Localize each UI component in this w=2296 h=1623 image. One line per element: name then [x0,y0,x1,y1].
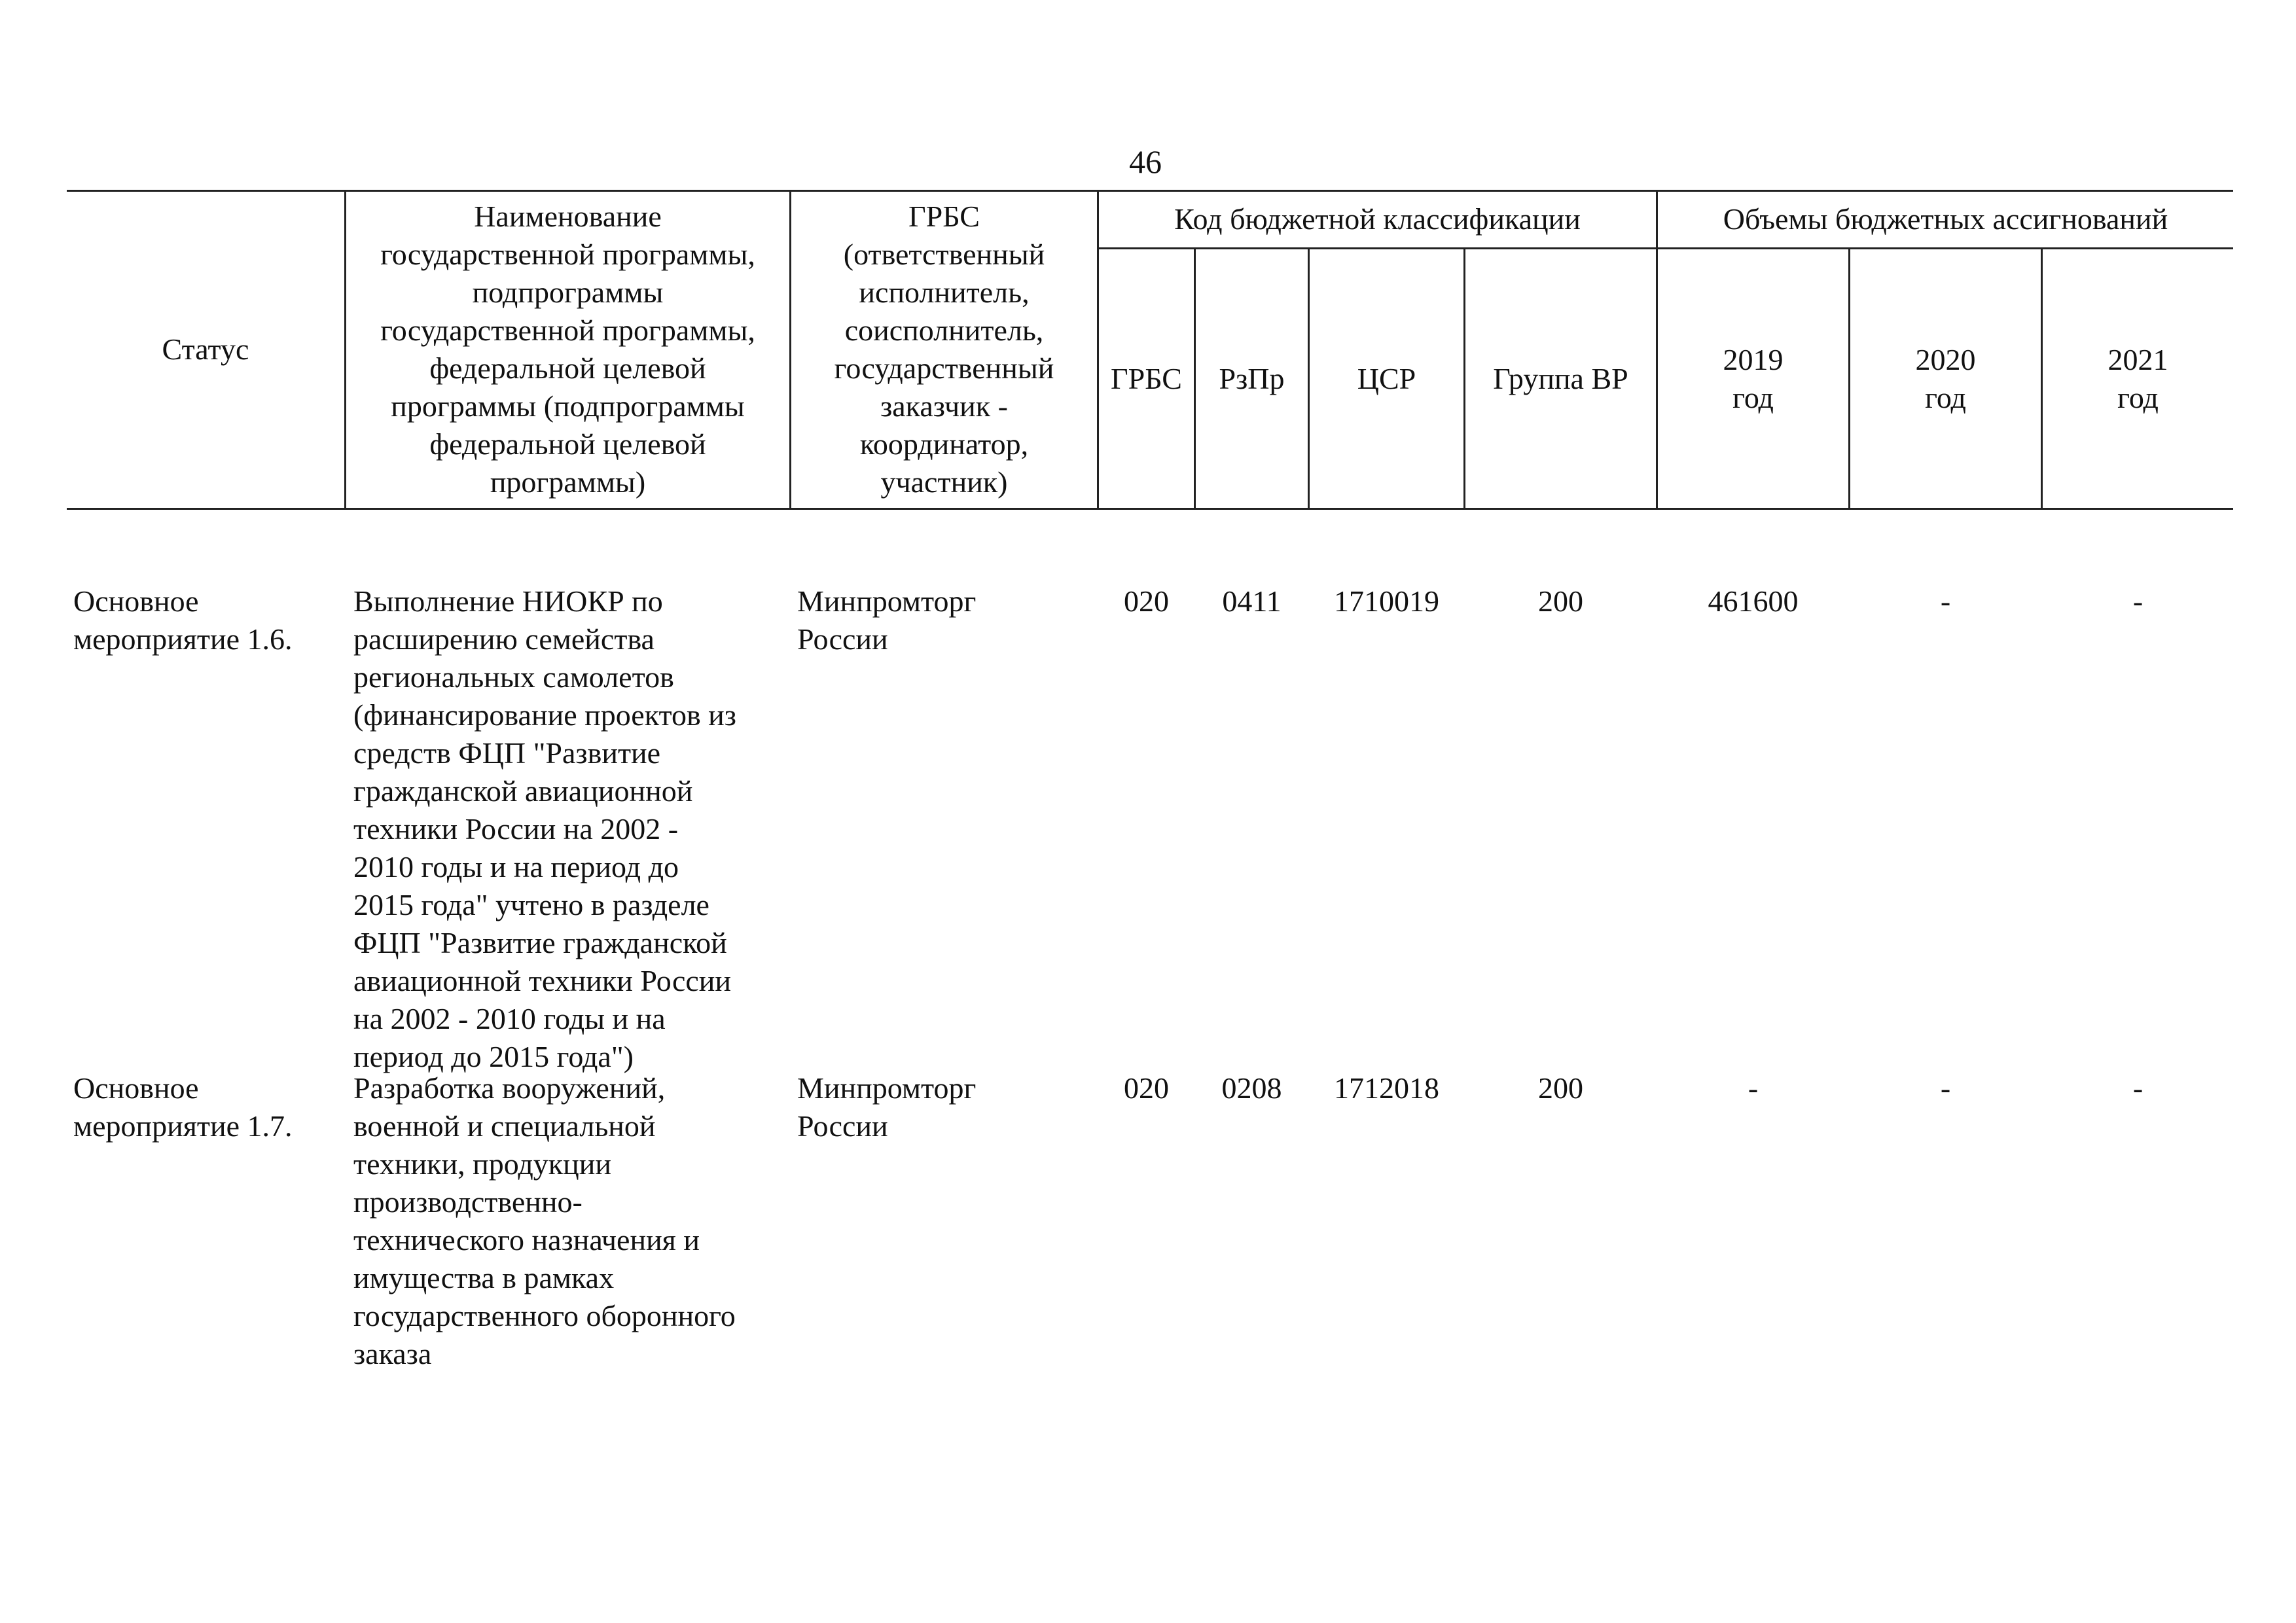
row-csr: 1710019 [1334,584,1439,618]
row-year-2019: - [1748,1071,1759,1105]
row-program-name: Выполнение НИОКР по расширению семейства региональных самолетов (финансирование проектов из средств ФЦП "Развитие гражданской авиационной техники России на 2002 - 2010 годы и на период до 2015 года" учтено в разделе ФЦП "Развитие гражданской авиационной техники России на 2002 - 2010 годы и на период до 2015 года") [353,584,736,1073]
header-budget-code-group: Код бюджетной классификации [1174,202,1581,236]
header-year-2019: 2019 год [1723,342,1784,414]
row-grbs: 020 [1124,584,1169,618]
row-rzpr: 0208 [1221,1071,1282,1105]
row-group-vr: 200 [1538,584,1583,618]
row-grbs: 020 [1124,1071,1169,1105]
row-program-name: Разработка вооружений, военной и специальной техники, продукции производственно- технического назначения и имущества в рамках государственного оборонного заказа [353,1071,736,1370]
row-responsible: Минпромторг России [797,1071,977,1143]
header-bottom-rule [67,508,2233,510]
row-year-2019: 461600 [1708,584,1799,618]
header-program-name: Наименование государственной программы, подпрограммы государственной программы, федеральной целевой программы (подпрограммы федеральной целевой программы) [380,200,755,499]
header-rzpr: РзПр [1219,361,1285,395]
header-status: Статус [162,332,249,366]
row-rzpr: 0411 [1222,584,1282,618]
header-year-2020: 2020 год [1915,342,1976,414]
header-budget-volumes-group: Объемы бюджетных ассигнований [1723,202,2168,236]
header-year-2021: 2021 год [2108,342,2168,414]
row-responsible: Минпромторг России [797,584,977,656]
row-year-2021: - [2132,584,2144,618]
header-csr: ЦСР [1357,361,1416,395]
row-group-vr: 200 [1538,1071,1583,1105]
header-grbs-responsible: ГРБС (ответственный исполнитель, соисполнитель, государственный заказчик - координатор, участник) [834,200,1054,499]
row-status: Основное мероприятие 1.7. [73,1071,293,1143]
page-number: 46 [1129,143,1162,180]
header-group-vr: Группа ВР [1493,361,1628,395]
row-year-2020: - [1940,584,1951,618]
row-status: Основное мероприятие 1.6. [73,584,293,656]
header-grbs: ГРБС [1111,361,1182,395]
row-year-2021: - [2132,1071,2144,1105]
row-csr: 1712018 [1334,1071,1439,1105]
row-year-2020: - [1940,1071,1951,1105]
